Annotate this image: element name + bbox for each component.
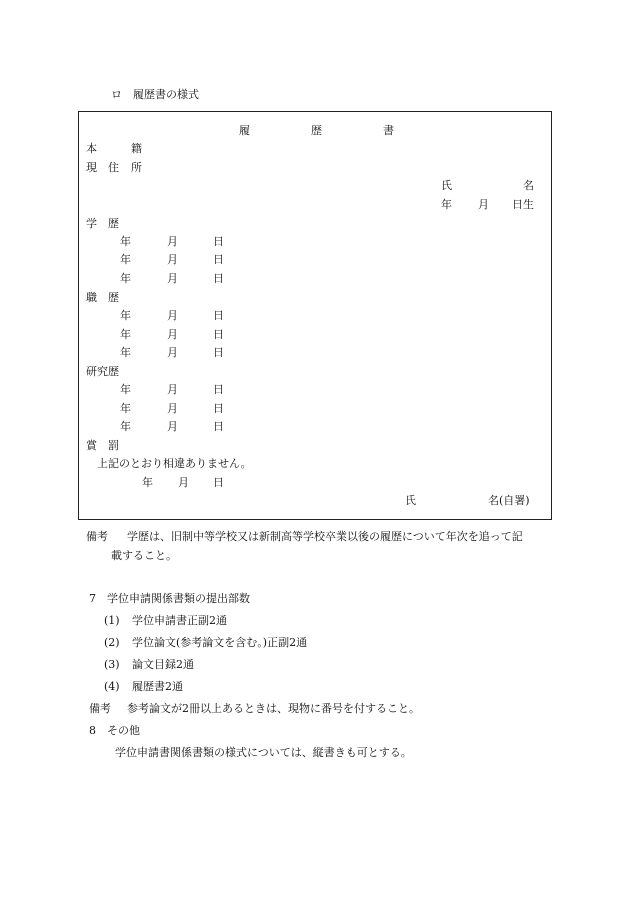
section8-heading: 8 その他	[89, 724, 140, 737]
date-year: 年	[120, 309, 131, 322]
date-year: 年	[120, 420, 131, 433]
declaration-date-day: 日	[213, 476, 224, 489]
date-year: 年	[120, 402, 131, 415]
section7-item-3-num: (3)	[104, 658, 120, 671]
section-heading: ロ 履歴書の様式	[111, 88, 199, 101]
section7-item-1-num: (1)	[104, 614, 120, 627]
awards-label-2: 罰	[108, 439, 119, 452]
date-year: 年	[120, 383, 131, 396]
date-year: 年	[120, 328, 131, 341]
date-month: 月	[167, 235, 178, 248]
declaration-date-year: 年	[142, 476, 153, 489]
date-day: 日	[213, 346, 224, 359]
date-month: 月	[167, 383, 178, 396]
section7-note-text: 参考論文が2冊以上あるときは、現物に番号を付すること。	[127, 702, 420, 715]
address-label-2: 住	[108, 161, 119, 174]
date-day: 日	[213, 420, 224, 433]
research-history-label: 研究歴	[86, 365, 119, 378]
section7-item-3-text: 論文目録2通	[132, 658, 194, 671]
work-history-label-2: 歴	[108, 291, 119, 304]
signature-label-1: 氏	[405, 494, 416, 507]
date-day: 日	[213, 402, 224, 415]
date-day: 日	[213, 272, 224, 285]
education-label-2: 歴	[108, 217, 119, 230]
form-title-char-3: 書	[383, 124, 394, 137]
birth-day-label: 日生	[512, 198, 534, 211]
date-day: 日	[213, 235, 224, 248]
date-year: 年	[120, 235, 131, 248]
date-month: 月	[167, 346, 178, 359]
address-label-3: 所	[131, 161, 142, 174]
date-month: 月	[167, 402, 178, 415]
section7-item-2-num: (2)	[104, 636, 120, 649]
signature-label-2: 名(自署)	[488, 494, 530, 507]
section7-heading: 7 学位申請関係書類の提出部数	[89, 592, 250, 605]
date-month: 月	[167, 309, 178, 322]
work-history-label-1: 職	[86, 291, 97, 304]
honseki-label-2: 籍	[131, 142, 142, 155]
name-label-1: 氏	[441, 179, 452, 192]
awards-label-1: 賞	[86, 439, 97, 452]
date-month: 月	[167, 328, 178, 341]
note1-line1: 学歴は、旧制中等学校又は新制高等学校卒業以後の履歴について年次を追って記	[127, 530, 523, 543]
date-month: 月	[167, 272, 178, 285]
note1-label: 備考	[86, 530, 108, 543]
date-year: 年	[120, 346, 131, 359]
section8-text: 学位申請書関係書類の様式については、縦書きも可とする。	[115, 746, 412, 759]
honseki-label-1: 本	[86, 142, 97, 155]
education-label-1: 学	[86, 217, 97, 230]
date-month: 月	[167, 253, 178, 266]
name-label-2: 名	[523, 179, 534, 192]
date-day: 日	[213, 383, 224, 396]
section7-item-1-text: 学位申請書正副2通	[132, 614, 227, 627]
note1-line2: 載すること。	[111, 549, 177, 562]
section7-item-4-text: 履歴書2通	[132, 680, 183, 693]
section7-item-2-text: 学位論文(参考論文を含む。)正副2通	[132, 636, 308, 649]
date-day: 日	[213, 309, 224, 322]
date-day: 日	[213, 328, 224, 341]
date-year: 年	[120, 253, 131, 266]
address-label-1: 現	[86, 161, 97, 174]
date-year: 年	[120, 272, 131, 285]
birth-month-label: 月	[478, 198, 489, 211]
declaration-text: 上記のとおり相違ありません。	[97, 457, 252, 470]
form-title-char-1: 履	[239, 124, 250, 137]
section7-note-label: 備考	[89, 702, 111, 715]
declaration-date-month: 月	[178, 476, 189, 489]
birth-year-label: 年	[441, 198, 452, 211]
form-title-char-2: 歴	[311, 124, 322, 137]
date-month: 月	[167, 420, 178, 433]
section7-item-4-num: (4)	[104, 680, 120, 693]
date-day: 日	[213, 253, 224, 266]
